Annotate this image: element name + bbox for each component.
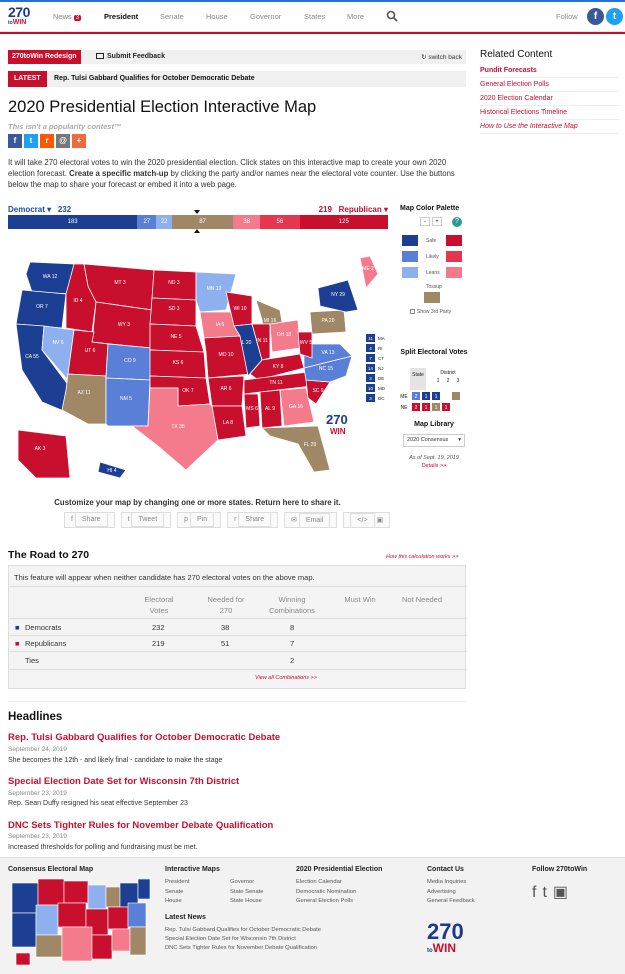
state-label-id: ID 4	[73, 298, 83, 304]
state-label-ms: MS 6	[246, 406, 258, 412]
headline-summary: Increased thresholds for polling and fundraising must be met.	[8, 844, 198, 851]
footer-interactive-title: Interactive Maps	[165, 866, 220, 873]
headline-title[interactable]: DNC Sets Tighter Rules for November Debate Qualification	[8, 820, 274, 831]
palette-plus-button[interactable]: +	[432, 217, 442, 226]
footer-map-region	[112, 929, 130, 951]
footer-map-region	[36, 935, 62, 957]
footer-consensus-title: Consensus Electoral Map	[8, 866, 94, 873]
map-color-palette	[400, 205, 468, 315]
map-logo-number: 270	[326, 412, 348, 427]
share-reddit-button[interactable]: r Share	[227, 512, 278, 528]
table-row	[9, 618, 467, 619]
state-nm[interactable]	[106, 378, 150, 426]
twitter-icon[interactable]: t	[606, 8, 623, 25]
palette-minus-button[interactable]: -	[420, 217, 430, 226]
state-label-ky: KY 8	[272, 364, 284, 370]
table-row	[9, 669, 467, 670]
state-label-mt: MT 3	[114, 280, 126, 286]
state-label-fl: FL 29	[303, 442, 317, 448]
split-cell-value: 1	[434, 405, 438, 411]
facebook-share-icon[interactable]: f	[8, 134, 22, 148]
label-likely: Likely	[426, 254, 439, 260]
state-label-wy: WY 3	[117, 322, 131, 328]
reddit-share-icon[interactable]: r	[40, 134, 54, 148]
state-label-al: AL 9	[264, 406, 276, 412]
state-label-tn: TN 11	[269, 380, 283, 386]
share-pin-button[interactable]: p Pin	[177, 512, 221, 528]
state-label-nc: NC 15	[318, 366, 334, 372]
share-email-button[interactable]: ✉ Email	[284, 512, 337, 528]
row-rep-ev: 219	[152, 639, 165, 648]
state-label-ak: AK 3	[34, 446, 46, 452]
split-cell[interactable]	[452, 392, 460, 400]
state-label-wi: WI 10	[233, 306, 247, 312]
footer-link-text: General Election Polls	[296, 898, 354, 904]
related-content-list	[480, 64, 619, 134]
footer-map-region	[108, 907, 128, 929]
split-cell-value: 1	[434, 394, 438, 400]
map-library-select[interactable]	[403, 434, 465, 447]
split-cell-value: 2	[414, 405, 418, 411]
state-label-or: OR 7	[36, 304, 48, 310]
rep-total: 219	[318, 205, 332, 214]
midpoint-marker-bottom	[194, 229, 200, 233]
state-label-in: IN 11	[256, 338, 268, 344]
ev-bar-segment: 38	[233, 215, 260, 229]
footer-link-text: Advertising	[427, 888, 456, 895]
latest-bar	[8, 71, 466, 87]
state-label-mn: MN 10	[206, 286, 222, 292]
row-rep-combos: 7	[290, 639, 295, 648]
split-cell-value: 1	[444, 405, 448, 411]
state-me[interactable]	[360, 256, 378, 288]
swatch-dem-safe[interactable]	[402, 235, 418, 246]
footer-map-region	[58, 903, 86, 927]
intro-text	[8, 157, 468, 190]
palette-title: Map Color Palette	[400, 205, 460, 212]
state-label-ny: NY 29	[331, 292, 345, 298]
show-3rd-party[interactable]	[410, 309, 451, 315]
footer-link[interactable]	[296, 878, 356, 907]
small-state-ev: 10	[367, 386, 374, 391]
headline-date: September 23, 2019	[8, 833, 67, 840]
rep-label: Republican ▾	[338, 205, 388, 214]
label-safe: Safe	[426, 238, 437, 244]
nav-news[interactable]	[53, 12, 81, 21]
footer	[0, 857, 625, 974]
state-fl[interactable]	[262, 426, 330, 472]
related-link[interactable]: General Election Polls	[480, 78, 619, 92]
twitter-icon[interactable]: t	[542, 884, 553, 901]
small-state-ev: 11	[368, 336, 373, 341]
col-combinations: Winning Combinations	[269, 595, 315, 615]
state-label-ca: CA 55	[25, 354, 39, 360]
row-dem-combos: 8	[290, 623, 295, 632]
share-btn-label: Tweet	[131, 512, 164, 527]
footer-contact-title: Contact Us	[427, 866, 464, 873]
nav-house[interactable]: House	[206, 12, 228, 21]
intro-part2: by clicking the party and/or names near the electoral vote counter. Use the buttons below the map to share your forecast or embed it into a web page.	[8, 169, 455, 189]
footer-link[interactable]	[165, 878, 190, 907]
headline-title[interactable]: Special Election Date Set for Wisconsin 7th District	[8, 776, 240, 787]
state-label-me: ME 2	[362, 266, 374, 272]
footer-logo[interactable]	[427, 919, 464, 957]
footer-link-text: Senate	[165, 888, 184, 895]
small-state-abbr: RI	[378, 346, 383, 351]
news-badge: 3	[75, 15, 80, 21]
customize-text: Customize your map by changing one or more states. Return here to share it.	[54, 498, 341, 507]
footer-link-text: State Senate	[230, 888, 264, 895]
switch-back-link[interactable]	[421, 53, 462, 61]
footer-news-link[interactable]: DNC Sets Tighter Rules for November Debate Qualification	[165, 945, 318, 951]
redesign-tag[interactable]: 270toWin Redesign	[8, 50, 81, 64]
row-ties-combos: 2	[290, 656, 295, 665]
footer-map-region	[36, 905, 58, 935]
dem-label: Democrat ▾	[8, 205, 52, 214]
map-logo-win: WIN	[330, 427, 346, 436]
ev-bar-segment: 125	[300, 215, 388, 229]
footer-news-list	[165, 926, 321, 953]
small-state-abbr: DC	[378, 396, 385, 401]
embed-label: </>	[350, 513, 374, 528]
row-rep-needed: 51	[221, 639, 230, 648]
share-icons	[8, 134, 86, 148]
col-needed: Needed for 270	[207, 595, 245, 615]
dem-total: 232	[57, 205, 72, 214]
swatch-dem-likely[interactable]	[402, 251, 418, 262]
submit-feedback-link[interactable]	[96, 53, 165, 60]
footer-latest-title: Latest News	[165, 914, 206, 921]
latest-headline[interactable]: Rep. Tulsi Gabbard Qualifies for October Democratic Debate	[54, 75, 255, 82]
consensus-map-thumbnail[interactable]	[8, 875, 158, 971]
facebook-icon[interactable]: f	[587, 8, 604, 25]
col-electoral-votes: Electoral Votes	[144, 595, 174, 615]
state-label-wv: WV 5	[299, 340, 313, 346]
footer-map-region	[16, 953, 30, 965]
ev-bar-segment: 27	[137, 215, 156, 229]
latest-tag: LATEST	[8, 71, 47, 87]
palette-controls	[420, 217, 462, 227]
label-tossup: Tossup	[426, 284, 442, 290]
footer-pres-title: 2020 Presidential Election	[296, 866, 383, 873]
share-facebook-button[interactable]: f Share	[64, 512, 115, 528]
share-btn-label: Share	[238, 512, 271, 527]
state-label-wa: WA 12	[42, 274, 58, 280]
state-label-il: IL 20	[240, 340, 252, 346]
feedback-label: Submit Feedback	[107, 53, 165, 60]
refresh-icon: ↻	[421, 54, 429, 61]
split-district-label: District	[440, 370, 456, 376]
split-cell-value: 1	[424, 405, 428, 411]
road-to-270-title: The Road to 270	[8, 549, 90, 561]
footer-follow-title: Follow 270toWin	[532, 866, 588, 873]
how-calc-link[interactable]: How this calculation works >>	[386, 554, 459, 560]
swatch-rep-safe[interactable]	[446, 235, 462, 246]
row-dem-needed: 38	[221, 623, 230, 632]
split-votes-title: Split Electoral Votes	[400, 349, 468, 356]
swatch-dem-leans[interactable]	[402, 267, 418, 278]
split-col-label: 2	[446, 378, 450, 384]
ev-bar-segment: 87	[172, 215, 233, 229]
site-logo[interactable]	[8, 6, 38, 30]
small-state-ev: 14	[367, 366, 374, 371]
divider	[8, 701, 466, 702]
footer-social-icons	[532, 882, 574, 902]
intro-part1: It will take 270 electoral votes to win the 2020 presidential election. Click states on this interactive map to create your own 2020 election forecast.	[8, 158, 447, 178]
row-dem-name: Democrats	[25, 623, 62, 632]
headline-title[interactable]: Rep. Tulsi Gabbard Qualifies for October Democratic Debate	[8, 732, 281, 743]
state-label-nv: NV 6	[52, 340, 64, 346]
headline-summary: She becomes the 12th - and likely final - candidate to make the stage	[8, 757, 223, 764]
details-link[interactable]: Details >>	[421, 463, 447, 469]
ev-bar-segment: 183	[8, 215, 137, 229]
headline-summary: Rep. Sean Duffy resigned his seat effective September 23	[8, 800, 188, 807]
small-state-ev: 7	[369, 356, 372, 361]
footer-map-region	[92, 935, 112, 959]
small-state-ev: 3	[369, 376, 372, 381]
ev-bar-segment: 22	[156, 215, 172, 229]
state-label-hi: HI 4	[107, 468, 117, 474]
road-note: This feature will appear when neither candidate has 270 electoral votes on the above map.	[14, 573, 315, 582]
nav-senate[interactable]: Senate	[160, 12, 184, 21]
nav-more[interactable]: More	[347, 12, 365, 21]
state-label-ut: UT 6	[84, 348, 96, 354]
swatch-rep-leans[interactable]	[446, 267, 462, 278]
view-all-combinations-link[interactable]: View all Combinations >>	[255, 675, 317, 681]
state-label-nm: NM 5	[120, 396, 132, 402]
col-not-needed: Not Needed	[401, 595, 443, 604]
plus-share-icon[interactable]: +	[72, 134, 86, 148]
related-link[interactable]: How to Use the Interactive Map	[480, 120, 619, 134]
state-label-co: CO 9	[124, 358, 136, 364]
split-row-label: NE	[400, 405, 408, 411]
related-link[interactable]: Pundit Forecasts	[480, 64, 619, 78]
label-leans: Leans	[426, 270, 440, 276]
swatch-tossup[interactable]	[424, 292, 440, 303]
state-label-ne: NE 5	[170, 334, 182, 340]
logo-number: 270	[8, 4, 30, 20]
state-label-va: VA 13	[321, 350, 335, 356]
footer-map-region	[12, 913, 36, 947]
col-must-win: Must Win	[344, 595, 376, 604]
share-btn-label: Email	[299, 513, 331, 528]
headline-date: September 24, 2019	[8, 746, 67, 753]
headlines-title: Headlines	[8, 711, 63, 723]
state-label-ga: GA 16	[289, 404, 303, 410]
swatch-rep-likely[interactable]	[446, 251, 462, 262]
footer-map-region	[38, 879, 64, 905]
state-label-oh: OH 18	[276, 332, 292, 338]
facebook-icon[interactable]: f	[532, 884, 543, 901]
state-label-tx: TX 38	[171, 424, 185, 430]
split-row-label: ME	[400, 394, 408, 400]
footer-link[interactable]	[427, 878, 475, 907]
footer-link-text: President	[165, 879, 190, 885]
state-label-ks: KS 6	[172, 360, 184, 366]
state-sd[interactable]	[150, 298, 196, 326]
footer-map-region	[12, 883, 38, 913]
midpoint-marker-top	[194, 210, 200, 214]
road-to-270-table	[8, 565, 466, 689]
small-state-ev: 3	[369, 396, 372, 401]
search-icon[interactable]	[386, 10, 398, 22]
table-row	[9, 651, 467, 652]
embed-button[interactable]: </> ▣	[343, 512, 390, 528]
nav-states[interactable]: States	[304, 12, 326, 21]
footer-link-text: Election Calendar	[296, 879, 342, 885]
footer-link-text: State House	[230, 898, 262, 904]
small-state-abbr: DE	[378, 376, 385, 381]
small-state-abbr: MA	[378, 336, 385, 341]
logo-win: WIN	[12, 19, 27, 26]
switch-back-label: switch back	[428, 54, 462, 61]
footer-link[interactable]	[230, 878, 264, 907]
chevron-down-icon: ▾	[458, 437, 461, 443]
footer-link-text: Governor	[230, 879, 255, 885]
page-title: 2020 Presidential Election Interactive Map	[8, 98, 317, 116]
ev-bar-segment: 56	[260, 215, 300, 229]
state-label-nd: ND 3	[168, 280, 180, 286]
share-btn-label: Pin	[190, 512, 214, 527]
footer-link-text: General Feedback	[427, 898, 475, 904]
show-3rd-label: Show 3rd Party	[417, 309, 452, 315]
share-btn-label: Share	[75, 512, 108, 527]
split-col-label: 1	[436, 378, 440, 384]
donkey-icon: ■	[15, 623, 20, 632]
footer-link-text: Democratic Nomination	[296, 888, 357, 895]
small-state-abbr: NJ	[378, 366, 384, 371]
state-label-ok: OK 7	[182, 388, 194, 394]
related-content-title: Related Content	[480, 49, 553, 60]
row-ties-name: Ties	[25, 656, 39, 665]
footer-logo-to: to	[427, 948, 433, 954]
as-of-date: As of Sept. 19, 2019	[409, 455, 459, 461]
split-cell-value: 2	[414, 394, 418, 400]
footer-map-region	[130, 927, 146, 955]
library-selected: 2020 Consensus	[407, 437, 449, 443]
email-share-icon[interactable]: @	[56, 134, 70, 148]
split-col-label: 3	[456, 378, 460, 384]
state-label-az: AZ 11	[77, 390, 91, 396]
state-label-mo: MO 10	[218, 352, 234, 358]
follow-label: Follow	[556, 12, 578, 21]
state-ak[interactable]	[18, 430, 70, 478]
state-label-ia: IA 6	[215, 322, 225, 328]
table-row	[9, 635, 467, 636]
footer-logo-win: WIN	[432, 941, 456, 955]
share-tweet-button[interactable]: t Tweet	[121, 512, 172, 528]
footer-logo-number: 270	[427, 919, 464, 944]
state-label-mi: MI 16	[263, 318, 277, 324]
state-label-la: LA 8	[222, 420, 234, 426]
redesign-bar	[8, 50, 466, 64]
footer-link-text: House	[165, 898, 182, 904]
small-state-ev: 4	[369, 346, 372, 351]
elephant-icon: ■	[15, 639, 20, 648]
footer-news-link[interactable]: Rep. Tulsi Gabbard Qualifies for October Democratic Debate	[165, 927, 321, 933]
us-electoral-map[interactable]	[8, 240, 393, 490]
small-state-abbr: CT	[378, 356, 384, 361]
help-icon[interactable]: ?	[452, 217, 462, 227]
footer-news-link[interactable]: Special Election Date Set for Wisconsin 7th District	[165, 936, 296, 942]
split-votes-grid	[400, 368, 468, 414]
state-label-sd: SD 3	[168, 306, 180, 312]
intro-bold: Create a specific match-up	[69, 169, 169, 178]
state-az[interactable]	[62, 374, 106, 424]
footer-map-region	[128, 903, 146, 927]
state-label-ar: AR 6	[220, 386, 232, 392]
footer-map-region	[88, 885, 106, 909]
palette-swatches	[400, 229, 468, 329]
related-link[interactable]: 2020 Election Calendar	[480, 92, 619, 106]
electoral-vote-bar	[8, 215, 388, 229]
footer-map-region	[62, 927, 92, 961]
nav-red-rule	[0, 32, 625, 34]
nav-president[interactable]: President	[104, 12, 139, 21]
envelope-icon	[96, 53, 104, 59]
split-cell-value: 1	[424, 394, 428, 400]
row-dem-ev: 232	[152, 623, 165, 632]
related-link[interactable]: Historical Elections Timeline	[480, 106, 619, 120]
small-state-abbr: MD	[378, 386, 385, 391]
footer-map-region	[138, 879, 150, 899]
divider	[9, 586, 467, 587]
split-state-label: State	[412, 372, 424, 378]
twitter-share-icon[interactable]: t	[24, 134, 38, 148]
instagram-icon[interactable]: ▣	[552, 884, 575, 901]
footer-map-region	[64, 881, 88, 903]
footer-map-region	[106, 887, 120, 907]
top-nav	[0, 2, 625, 32]
footer-link-text: Media Inquiries	[427, 879, 467, 885]
state-label-sc: SC 9	[312, 388, 324, 394]
tagline: This isn't a popularity contest™	[8, 122, 122, 131]
nav-governor[interactable]: Governor	[250, 12, 282, 21]
share-buttons	[64, 512, 390, 528]
nav-news-label: News	[53, 12, 72, 21]
row-rep-name: Republicans	[25, 639, 67, 648]
map-library-title: Map Library	[414, 421, 454, 428]
state-label-pa: PA 20	[321, 318, 335, 324]
dem-counter[interactable]	[8, 205, 71, 214]
logo-to: to	[8, 20, 13, 26]
rep-counter[interactable]	[319, 205, 388, 214]
checkbox-icon	[410, 309, 415, 314]
headline-date: September 23, 2019	[8, 790, 67, 797]
